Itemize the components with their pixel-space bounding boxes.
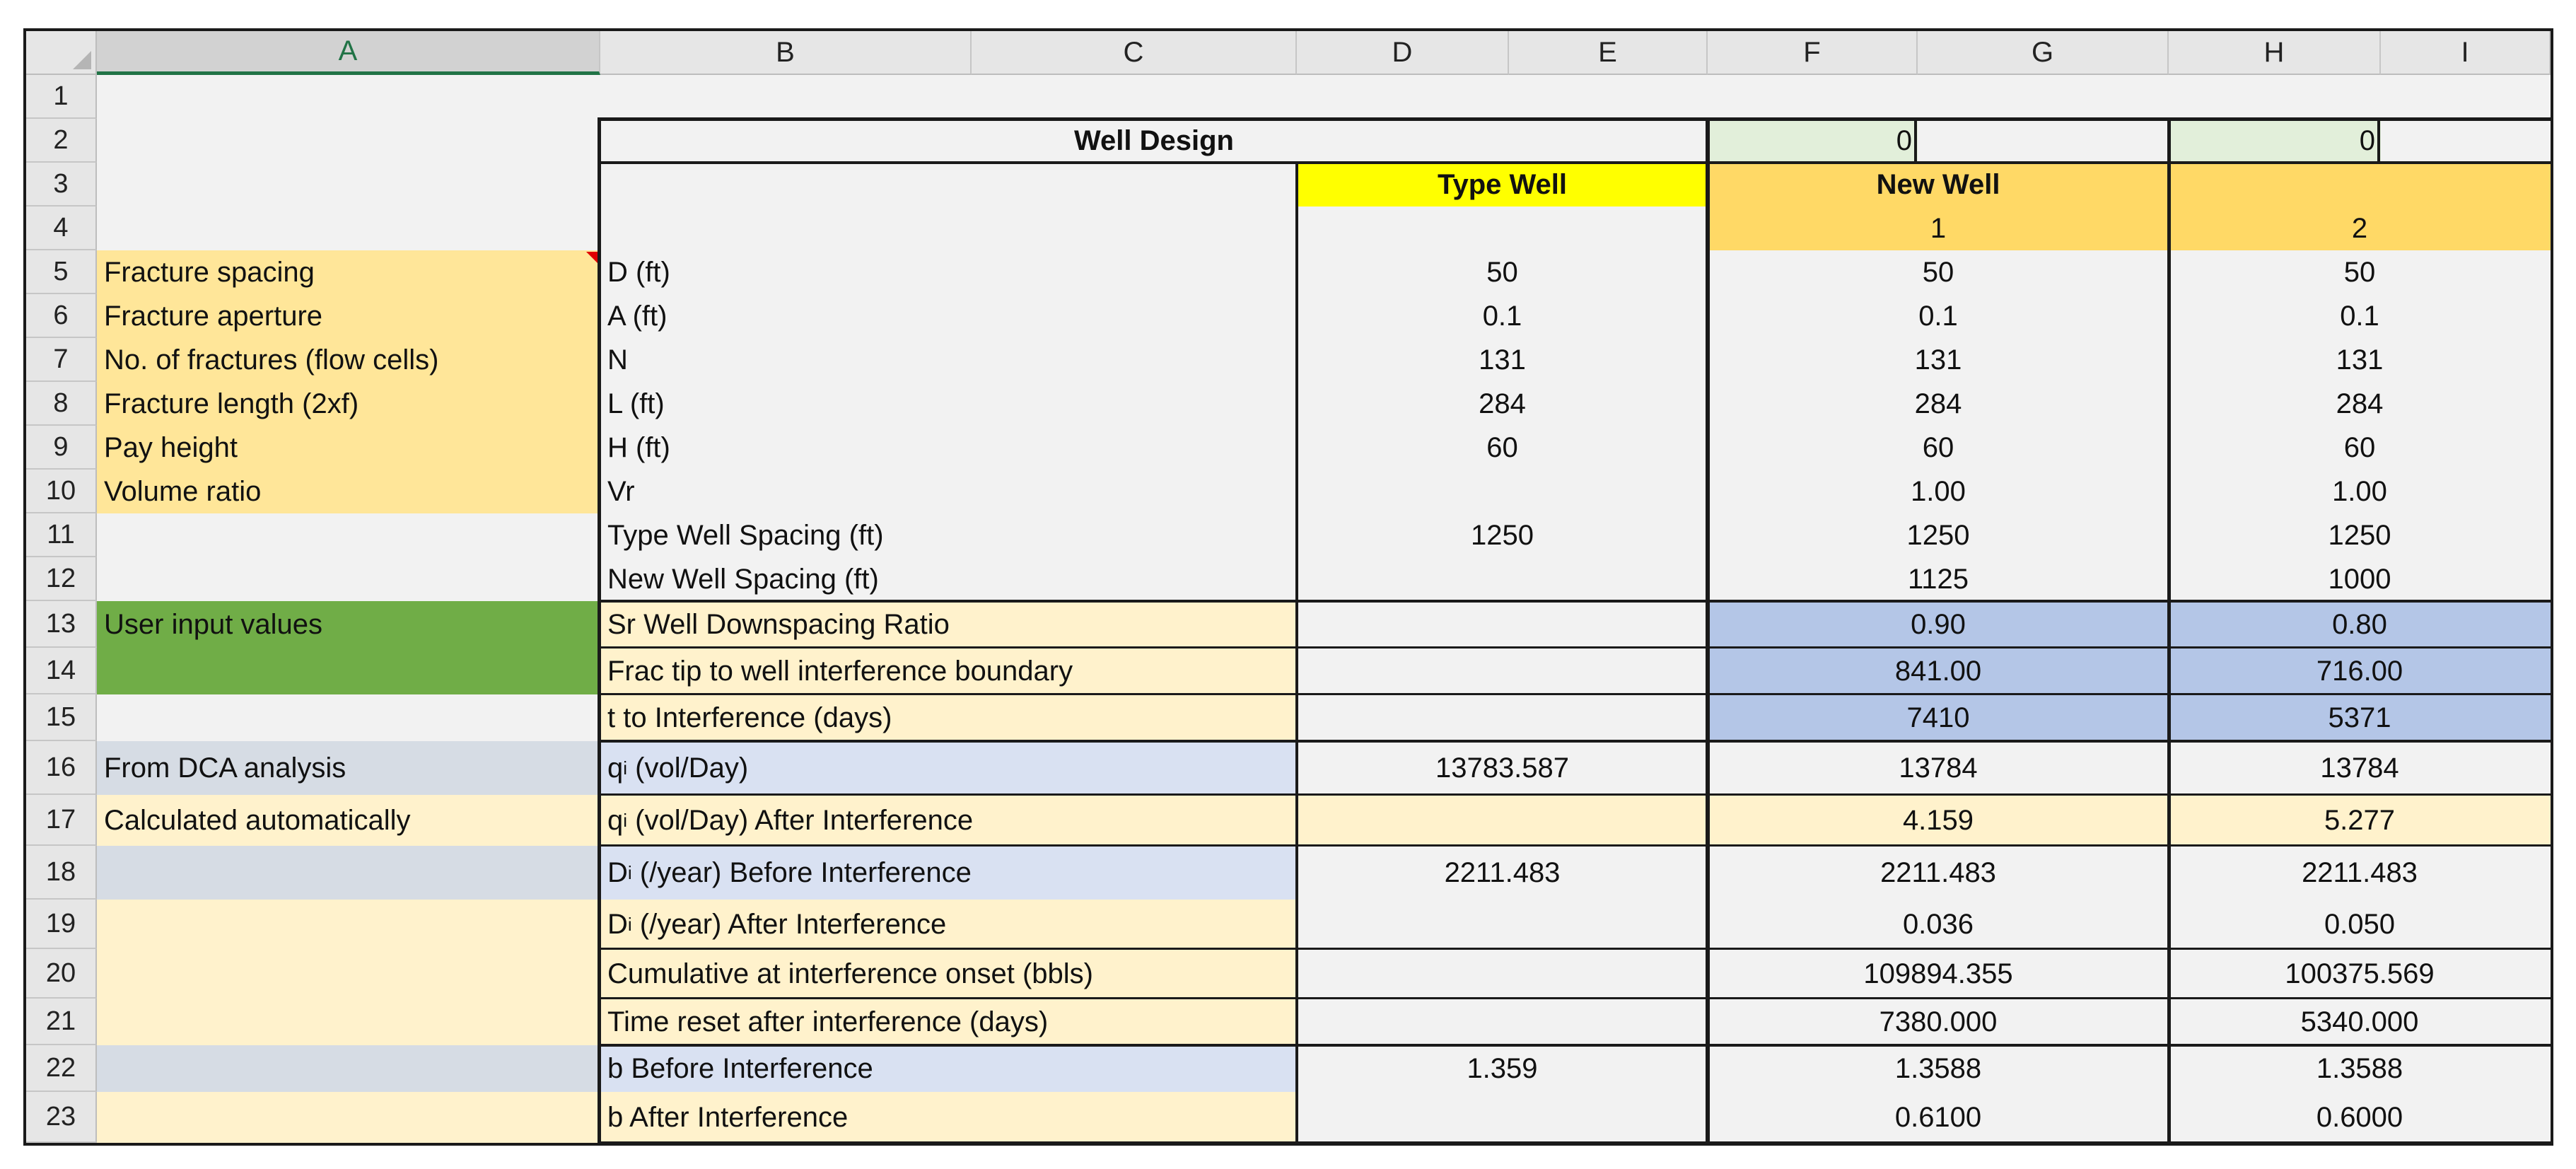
well2-di-after[interactable]: 0.050 bbox=[2324, 908, 2396, 940]
well2-b-after[interactable]: 0.6000 bbox=[2316, 1101, 2403, 1133]
border-row15 bbox=[599, 693, 2552, 695]
column-header-g[interactable]: G bbox=[1918, 31, 2169, 75]
well2-qi-after[interactable]: 5.277 bbox=[2169, 795, 2551, 846]
well2-type-spacing[interactable]: 1250 bbox=[2328, 519, 2391, 551]
type-well-qi[interactable]: 13783.587 bbox=[1435, 752, 1570, 784]
label-no-of-fractures[interactable]: No. of fractures (flow cells) bbox=[97, 338, 600, 382]
well1-n[interactable]: 131 bbox=[1914, 344, 1962, 376]
label-from-dca-analysis[interactable]: From DCA analysis bbox=[97, 741, 600, 795]
border-row20 bbox=[599, 948, 2552, 950]
well2-a[interactable]: 0.1 bbox=[2340, 300, 2379, 332]
label-calculated-automatically[interactable]: Calculated automatically bbox=[97, 795, 600, 846]
type-well-spacing[interactable]: 1250 bbox=[1471, 519, 1534, 551]
well2-t-interference[interactable]: 5371 bbox=[2169, 694, 2551, 741]
param-di-before[interactable] bbox=[600, 846, 1297, 900]
well1-frac-tip[interactable]: 841.00 bbox=[1708, 648, 2169, 694]
new-well-header[interactable]: New Well bbox=[1708, 163, 2169, 207]
param-di-after[interactable] bbox=[600, 900, 1297, 949]
type-well-header[interactable]: Type Well bbox=[1297, 163, 1708, 207]
border-left bbox=[598, 117, 601, 1144]
border-row3-top bbox=[599, 161, 2552, 164]
row-header-1[interactable]: 1 bbox=[26, 75, 97, 119]
cell-f2[interactable]: 0 bbox=[1708, 119, 1918, 163]
row-header-5[interactable]: 5 bbox=[26, 250, 97, 294]
type-well-di[interactable]: 2211.483 bbox=[1444, 856, 1561, 888]
well2-cumulative[interactable]: 100375.569 bbox=[2285, 958, 2435, 989]
param-b-after[interactable]: b After Interference bbox=[600, 1092, 1297, 1143]
row-header-4[interactable]: 4 bbox=[26, 207, 97, 250]
cell-a22[interactable] bbox=[97, 1045, 600, 1092]
cell-a19-a21[interactable] bbox=[97, 900, 600, 1045]
cell-h3[interactable] bbox=[2169, 163, 2551, 207]
cell-a23[interactable] bbox=[97, 1092, 600, 1143]
cell-h2[interactable]: 0 bbox=[2169, 119, 2381, 163]
row-header-8[interactable]: 8 bbox=[26, 382, 97, 426]
param-vr[interactable]: Vr bbox=[607, 475, 635, 507]
param-time-reset[interactable]: Time reset after interference (days) bbox=[600, 999, 1297, 1045]
type-well-b[interactable]: 1.359 bbox=[1467, 1052, 1538, 1084]
row-header-3[interactable]: 3 bbox=[26, 163, 97, 207]
row-header-11[interactable]: 11 bbox=[26, 513, 97, 557]
well2-time-reset[interactable]: 5340.000 bbox=[2300, 1006, 2419, 1037]
param-di-before-rest: (/year) Before Interference bbox=[631, 856, 972, 888]
border-row18 bbox=[599, 844, 2552, 847]
param-di-after-d: D bbox=[607, 908, 628, 940]
label-pay-height[interactable]: Pay height bbox=[97, 426, 600, 470]
param-a-ft[interactable]: A (ft) bbox=[607, 300, 668, 332]
well1-qi[interactable]: 13784 bbox=[1899, 752, 1978, 784]
column-header-c[interactable]: C bbox=[972, 31, 1297, 75]
cell-a18[interactable] bbox=[97, 846, 600, 900]
column-header-b[interactable]: B bbox=[600, 31, 972, 75]
row-header-16[interactable]: 16 bbox=[26, 741, 97, 795]
label-fracture-aperture[interactable]: Fracture aperture bbox=[97, 294, 600, 338]
well2-di-before[interactable]: 2211.483 bbox=[2302, 856, 2418, 888]
param-d-ft[interactable]: D (ft) bbox=[607, 256, 670, 288]
param-h-ft[interactable]: H (ft) bbox=[607, 431, 670, 463]
param-di-before-d: D bbox=[607, 856, 628, 888]
label-fracture-spacing[interactable]: Fracture spacing bbox=[97, 250, 600, 294]
border-row21 bbox=[599, 997, 2552, 999]
param-qi-rest: (vol/Day) bbox=[627, 752, 749, 784]
sheet-grid bbox=[26, 31, 2551, 1143]
column-header-f[interactable]: F bbox=[1708, 31, 1918, 75]
param-b-before[interactable]: b Before Interference bbox=[600, 1045, 1297, 1092]
param-qi-after-q: q bbox=[607, 804, 624, 836]
well1-time-reset[interactable]: 7380.000 bbox=[1879, 1006, 1998, 1037]
param-di-before-sub: i bbox=[627, 861, 632, 883]
row-header-6[interactable]: 6 bbox=[26, 294, 97, 338]
row-header-12[interactable]: 12 bbox=[26, 557, 97, 601]
row-header-23[interactable]: 23 bbox=[26, 1092, 97, 1143]
row-header-21[interactable]: 21 bbox=[26, 999, 97, 1045]
border-b-d bbox=[1295, 163, 1298, 1143]
well1-sr[interactable]: 0.90 bbox=[1708, 601, 2169, 648]
param-qi-q: q bbox=[607, 752, 624, 784]
type-well-h[interactable]: 60 bbox=[1486, 431, 1518, 463]
param-qi-after-sub: i bbox=[623, 809, 628, 831]
well2-n[interactable]: 131 bbox=[2336, 344, 2384, 376]
row-header-19[interactable]: 19 bbox=[26, 900, 97, 949]
border-row13 bbox=[599, 600, 2552, 603]
row-header-17[interactable]: 17 bbox=[26, 795, 97, 846]
row-header-14[interactable]: 14 bbox=[26, 648, 97, 694]
well2-l[interactable]: 284 bbox=[2336, 388, 2384, 419]
border-row17 bbox=[599, 793, 2552, 796]
column-header-a[interactable]: A bbox=[97, 31, 600, 75]
well1-qi-after[interactable]: 4.159 bbox=[1708, 795, 2169, 846]
label-fracture-length[interactable]: Fracture length (2xf) bbox=[97, 382, 600, 426]
well1-vr[interactable]: 1.00 bbox=[1911, 475, 1966, 507]
param-new-well-spacing[interactable]: New Well Spacing (ft) bbox=[607, 563, 879, 595]
border-row16 bbox=[599, 740, 2552, 743]
column-header-h[interactable]: H bbox=[2169, 31, 2381, 75]
well1-a[interactable]: 0.1 bbox=[1918, 300, 1958, 332]
new-well-number-1[interactable]: 1 bbox=[1708, 207, 2169, 250]
param-qi-after-rest: (vol/Day) After Interference bbox=[627, 804, 974, 836]
type-well-n[interactable]: 131 bbox=[1479, 344, 1526, 376]
cell-a14[interactable] bbox=[97, 648, 600, 694]
well1-cumulative[interactable]: 109894.355 bbox=[1863, 958, 2013, 989]
well1-di-after[interactable]: 0.036 bbox=[1902, 908, 1974, 940]
select-all-triangle-icon bbox=[73, 51, 91, 69]
row-header-20[interactable]: 20 bbox=[26, 949, 97, 999]
well2-new-spacing[interactable]: 1000 bbox=[2328, 563, 2391, 595]
type-well-d[interactable]: 50 bbox=[1486, 256, 1518, 288]
well2-qi[interactable]: 13784 bbox=[2320, 752, 2399, 784]
type-well-l[interactable]: 284 bbox=[1479, 388, 1526, 419]
row-header-10[interactable]: 10 bbox=[26, 470, 97, 513]
well1-type-spacing[interactable]: 1250 bbox=[1906, 519, 1970, 551]
well1-di-before[interactable]: 2211.483 bbox=[1880, 856, 1996, 888]
row-header-22[interactable]: 22 bbox=[26, 1045, 97, 1092]
well1-new-spacing[interactable]: 1125 bbox=[1907, 563, 1969, 595]
well1-l[interactable]: 284 bbox=[1914, 388, 1962, 419]
param-di-after-rest: (/year) After Interference bbox=[631, 908, 947, 940]
param-di-after-sub: i bbox=[627, 913, 632, 935]
border-top bbox=[599, 117, 2552, 121]
spreadsheet bbox=[23, 28, 2553, 1146]
well1-t-interference[interactable]: 7410 bbox=[1708, 694, 2169, 741]
new-well-number-2[interactable]: 2 bbox=[2169, 207, 2551, 250]
type-well-a[interactable]: 0.1 bbox=[1482, 300, 1522, 332]
well2-d[interactable]: 50 bbox=[2343, 256, 2376, 288]
param-qi-after[interactable] bbox=[600, 795, 1297, 846]
param-qi[interactable] bbox=[600, 741, 1297, 795]
select-all-corner[interactable] bbox=[26, 31, 97, 75]
column-header-d[interactable]: D bbox=[1297, 31, 1509, 75]
border-bottom bbox=[599, 1141, 2552, 1144]
type-well-qi-after[interactable] bbox=[1297, 795, 1708, 846]
param-frac-tip-boundary[interactable]: Frac tip to well interference boundary bbox=[600, 648, 1297, 694]
param-sr-downspacing-ratio[interactable]: Sr Well Downspacing Ratio bbox=[600, 601, 1297, 648]
column-header-e[interactable]: E bbox=[1509, 31, 1708, 75]
column-header-i[interactable]: I bbox=[2381, 31, 2551, 75]
well-design-header[interactable]: Well Design bbox=[600, 119, 1708, 163]
row-header-7[interactable]: 7 bbox=[26, 338, 97, 382]
well1-d[interactable]: 50 bbox=[1922, 256, 1954, 288]
row-header-18[interactable]: 18 bbox=[26, 846, 97, 900]
well2-h[interactable]: 60 bbox=[2343, 431, 2376, 463]
label-user-input-values[interactable]: User input values bbox=[97, 601, 600, 648]
border-f2 bbox=[1914, 119, 1917, 163]
border-e-f bbox=[1706, 117, 1710, 1144]
row-header-15[interactable]: 15 bbox=[26, 694, 97, 741]
row-header-13[interactable]: 13 bbox=[26, 601, 97, 648]
param-n[interactable]: N bbox=[607, 344, 628, 376]
well1-b-after[interactable]: 0.6100 bbox=[1894, 1101, 1982, 1133]
param-cumulative-onset[interactable]: Cumulative at interference onset (bbls) bbox=[600, 949, 1297, 999]
border-g-h bbox=[2167, 117, 2171, 1144]
border-h2 bbox=[2377, 119, 2380, 163]
well1-b-before[interactable]: 1.3588 bbox=[1894, 1052, 1982, 1084]
row-header-9[interactable]: 9 bbox=[26, 426, 97, 470]
param-qi-sub: i bbox=[623, 757, 628, 779]
param-type-well-spacing[interactable]: Type Well Spacing (ft) bbox=[607, 519, 884, 551]
well1-h[interactable]: 60 bbox=[1922, 431, 1954, 463]
well2-b-before[interactable]: 1.3588 bbox=[2316, 1052, 2403, 1084]
well2-sr[interactable]: 0.80 bbox=[2169, 601, 2551, 648]
row-header-2[interactable]: 2 bbox=[26, 119, 97, 163]
border-row14 bbox=[599, 646, 2552, 649]
border-row22 bbox=[599, 1044, 2552, 1047]
param-l-ft[interactable]: L (ft) bbox=[607, 388, 665, 419]
well2-vr[interactable]: 1.00 bbox=[2332, 475, 2387, 507]
param-t-to-interference[interactable]: t to Interference (days) bbox=[600, 694, 1297, 741]
well2-frac-tip[interactable]: 716.00 bbox=[2169, 648, 2551, 694]
label-volume-ratio[interactable]: Volume ratio bbox=[97, 470, 600, 513]
